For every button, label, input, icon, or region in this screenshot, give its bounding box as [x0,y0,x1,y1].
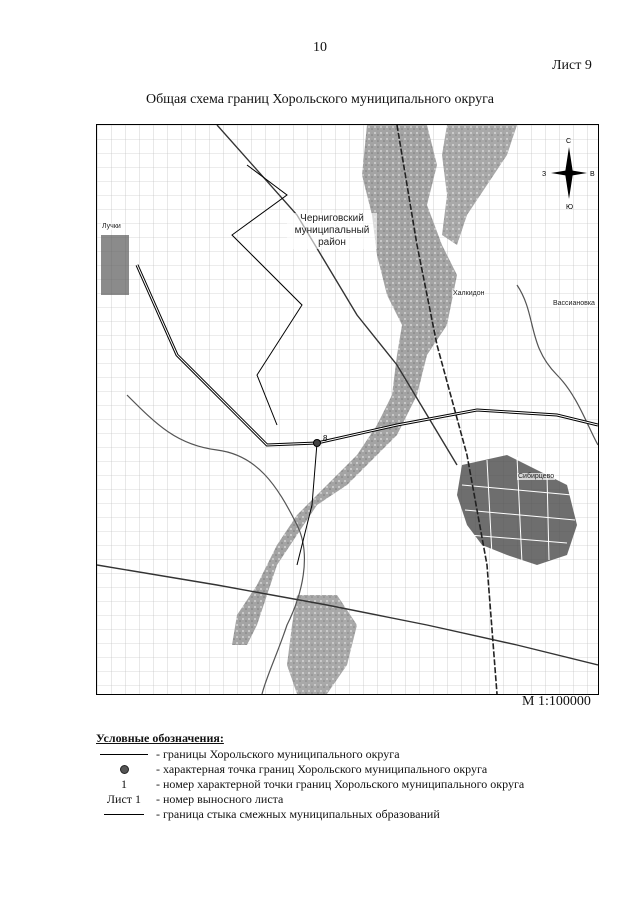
legend-text: - номер выносного листа [156,792,284,806]
legend-text: - границы Хорольского муниципального округа [156,747,400,761]
legend [96,731,616,822]
map-title: Общая схема границ Хорольского муниципального округа [145,92,495,107]
compass-north: С [566,138,572,145]
legend-item [96,807,616,822]
compass-west: З [542,171,547,178]
legend-item [96,762,616,777]
legend-item [96,792,616,807]
point-number-symbol [96,777,152,792]
adjacent-boundary-symbol [96,814,152,815]
sheet-number-symbol-text: Лист 1 [106,792,142,806]
page-number: 10 [313,40,327,55]
settlement-luchki [101,235,129,295]
place-label-vassianovka: Вассиановка [553,300,595,307]
place-label-sibirtsevo: Сибирцево [518,473,555,480]
place-label-luchki: Лучки [102,223,121,230]
point-dot-symbol [96,765,152,774]
legend-text: - характерная точка границ Хорольского муниципального округа [156,762,488,776]
characteristic-point [314,440,321,447]
legend-text: - номер характерной точки границ Хорольского муниципального округа [156,777,525,791]
map-canvas [97,125,598,694]
district-label: Черниговский муниципальный район [287,213,377,249]
map-frame [96,124,599,695]
boundary-line-symbol [96,754,152,755]
compass-east: В [590,171,595,178]
legend-title: Условные обозначения: [96,731,224,745]
scale-label: М 1:100000 [522,694,591,709]
legend-text: - граница стыка смежных муниципальных образований [156,807,440,821]
legend-item [96,747,616,762]
sheet-number-symbol [96,792,152,807]
point-number-symbol-text: 1 [121,777,127,791]
sheet-label: Лист 9 [552,58,592,73]
point-label: 8 [323,434,328,443]
compass-south: Ю [566,204,574,211]
place-label-khalkidon: Халкидон [453,290,485,297]
legend-item [96,777,616,792]
